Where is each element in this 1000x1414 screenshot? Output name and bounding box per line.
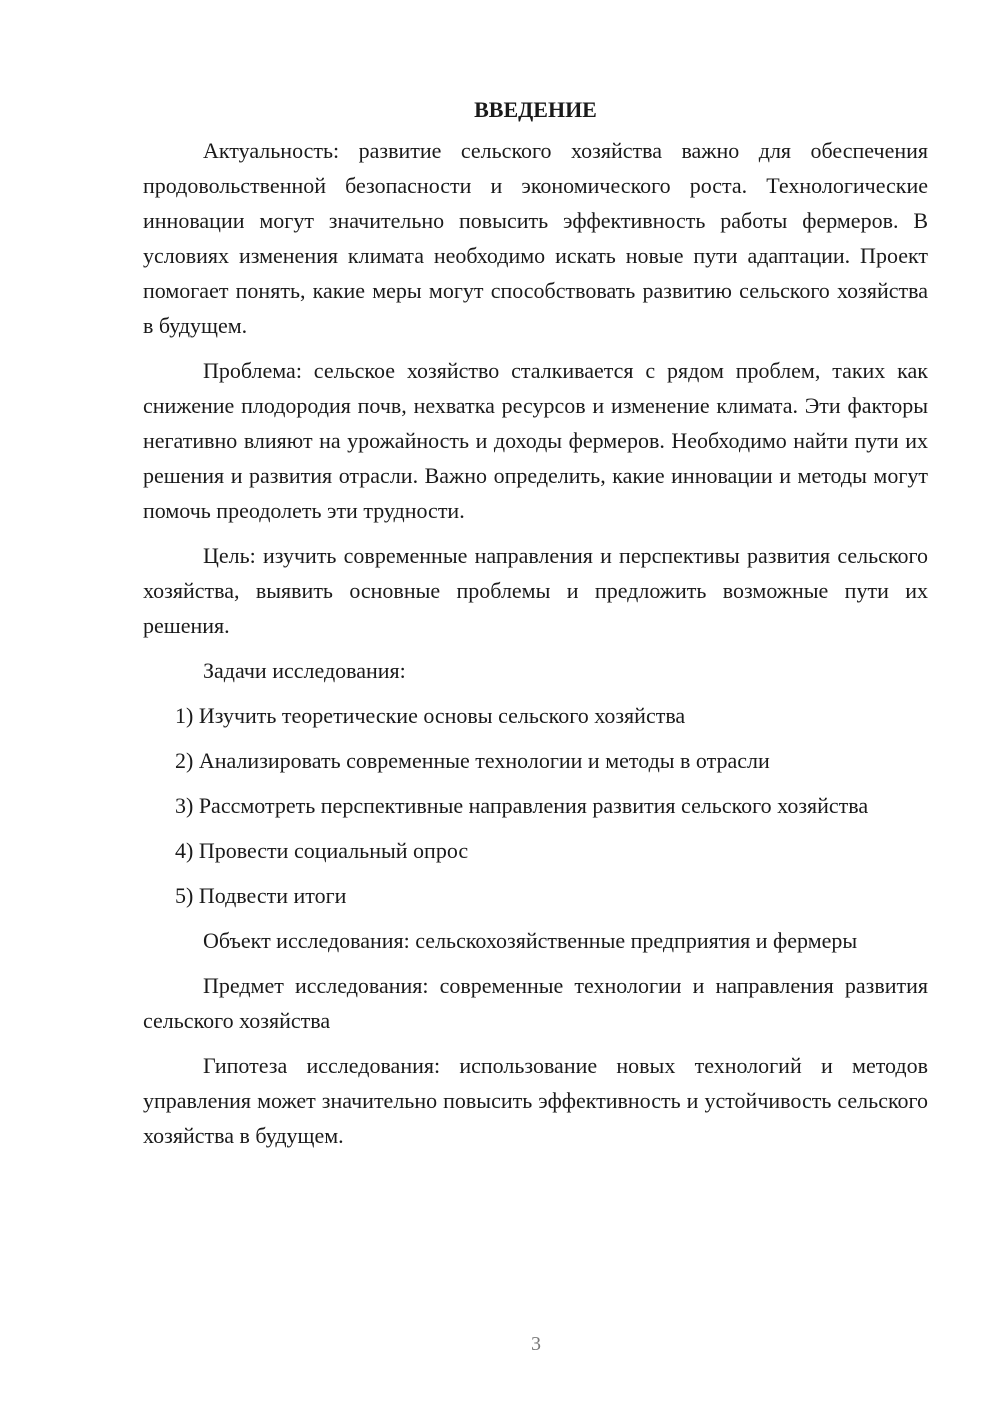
relevance-paragraph: Актуальность: развитие сельского хозяйства важно для обеспечения продовольственной безопасности и экономического роста. Технологические инновации могут значительно повысить эффективность работы фермеров. В условиях изменения климата необходимо искать новые пути адаптации. Проект помогает понять, какие меры могут способствовать развитию сельского хозяйства в будущем. [143,138,928,338]
task-item-5: 5) Подвести итоги [175,883,347,908]
page-title: ВВЕДЕНИЕ [474,97,597,122]
task-item-4: 4) Провести социальный опрос [175,838,469,863]
problem-paragraph: Проблема: сельское хозяйство сталкивается с рядом проблем, таких как снижение плодородия почв, нехватка ресурсов и изменение климата. Эти факторы негативно влияют на урожайность и доходы фермеров. Необходимо найти пути их решения и развития отрасли. Важно определить, какие инновации и методы могут помочь преодолеть эти трудности. [143,358,928,523]
hypothesis-paragraph: Гипотеза исследования: использование новых технологий и методов управления может значительно повысить эффективность и устойчивость сельского хозяйства в будущем. [143,1053,928,1148]
task-item-2: 2) Анализировать современные технологии и методы в отрасли [175,748,770,773]
subject-paragraph: Предмет исследования: современные технологии и направления развития сельского хозяйства [143,973,928,1033]
goal-paragraph: Цель: изучить современные направления и перспективы развития сельского хозяйства, выявить основные проблемы и предложить возможные пути их решения. [143,543,928,638]
task-item-1: 1) Изучить теоретические основы сельского хозяйства [175,703,686,728]
page-number: 3 [531,1333,541,1355]
task-item-3: 3) Рассмотреть перспективные направления развития сельского хозяйства [175,793,869,818]
tasks-heading: Задачи исследования: [203,658,406,683]
object-paragraph: Объект исследования: сельскохозяйственные предприятия и фермеры [203,928,858,953]
document-page [143,92,928,1163]
